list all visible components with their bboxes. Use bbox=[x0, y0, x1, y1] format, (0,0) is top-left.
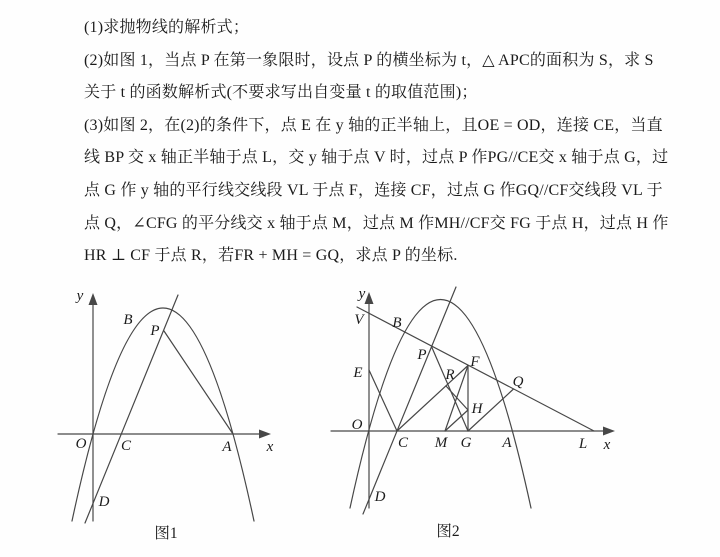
fig1-line-DCP bbox=[85, 295, 178, 523]
problem-line-2: (2)如图 1，当点 P 在第一象限时，设点 P 的横坐标为 t，△ APC的面积为 S，求 S bbox=[84, 51, 654, 69]
fig2-label-M: M bbox=[434, 435, 448, 451]
problem-line-5: 线 BP 交 x 轴正半轴于点 L，交 y 轴于点 V 时，过点 P 作PG//CE交 x 轴于点 G，过 bbox=[84, 149, 669, 167]
fig2-label-F: F bbox=[470, 354, 480, 370]
fig2-y-axis-arrow-icon bbox=[365, 292, 374, 304]
problem-line-3: 关于 t 的函数解析式(不要求写出自变量 t 的取值范围)； bbox=[84, 84, 478, 102]
fig2-x-axis-arrow-icon bbox=[603, 427, 615, 436]
fig2-segment-CE bbox=[369, 370, 397, 431]
fig2-label-C: C bbox=[397, 435, 409, 451]
fig2-label-L: L bbox=[578, 436, 588, 452]
fig2-label-x-axis: x bbox=[603, 437, 611, 453]
fig1-label-y-axis: y bbox=[76, 288, 84, 304]
problem-line-6: 点 G 作 y 轴的平行线交线段 VL 于点 F，连接 CF，过点 G 作GQ//CF交线段 VL 于 bbox=[84, 181, 663, 199]
figure-2 bbox=[331, 286, 615, 540]
fig1-label-P: P bbox=[150, 323, 160, 339]
fig2-label-E: E bbox=[353, 365, 363, 381]
fig1-label-C: C bbox=[120, 438, 132, 454]
fig2-label-B: B bbox=[392, 315, 402, 331]
fig1-x-axis-arrow-icon bbox=[259, 430, 271, 439]
fig1-y-axis-arrow-icon bbox=[89, 293, 98, 305]
problem-line-4: (3)如图 2，在(2)的条件下，点 E 在 y 轴的正半轴上，且OE = OD，连接 CE，当直 bbox=[84, 116, 663, 134]
problem-line-7: 点 Q，∠CFG 的平分线交 x 轴于点 M，过点 M 作MH//CF交 FG 于点 H，过点 H 作 bbox=[84, 214, 669, 232]
fig2-caption: 图2 bbox=[436, 523, 460, 540]
fig2-label-D: D bbox=[374, 489, 386, 505]
fig2-label-A: A bbox=[502, 435, 512, 451]
fig1-caption: 图1 bbox=[154, 525, 178, 542]
fig1-label-A: A bbox=[222, 439, 232, 455]
fig2-label-V: V bbox=[354, 312, 364, 328]
fig2-label-O: O bbox=[351, 417, 363, 433]
fig2-label-H: H bbox=[471, 401, 483, 417]
fig2-parabola bbox=[350, 300, 531, 509]
fig1-label-O: O bbox=[75, 436, 87, 452]
fig2-label-y-axis: y bbox=[358, 286, 366, 302]
fig2-label-Q: Q bbox=[512, 374, 524, 390]
fig2-label-G: G bbox=[460, 435, 472, 451]
fig2-label-R: R bbox=[445, 367, 455, 383]
fig2-label-P: P bbox=[417, 347, 427, 363]
problem-line-8: HR ⊥ CF 于点 R，若FR + MH = GQ，求点 P 的坐标. bbox=[84, 247, 458, 265]
fig1-label-B: B bbox=[123, 312, 133, 328]
problem-line-1: (1)求抛物线的解析式； bbox=[84, 19, 250, 36]
fig1-label-x-axis: x bbox=[266, 439, 274, 455]
figure-1 bbox=[58, 288, 274, 542]
fig1-segment-PA bbox=[164, 331, 233, 434]
fig1-label-D: D bbox=[98, 494, 110, 510]
